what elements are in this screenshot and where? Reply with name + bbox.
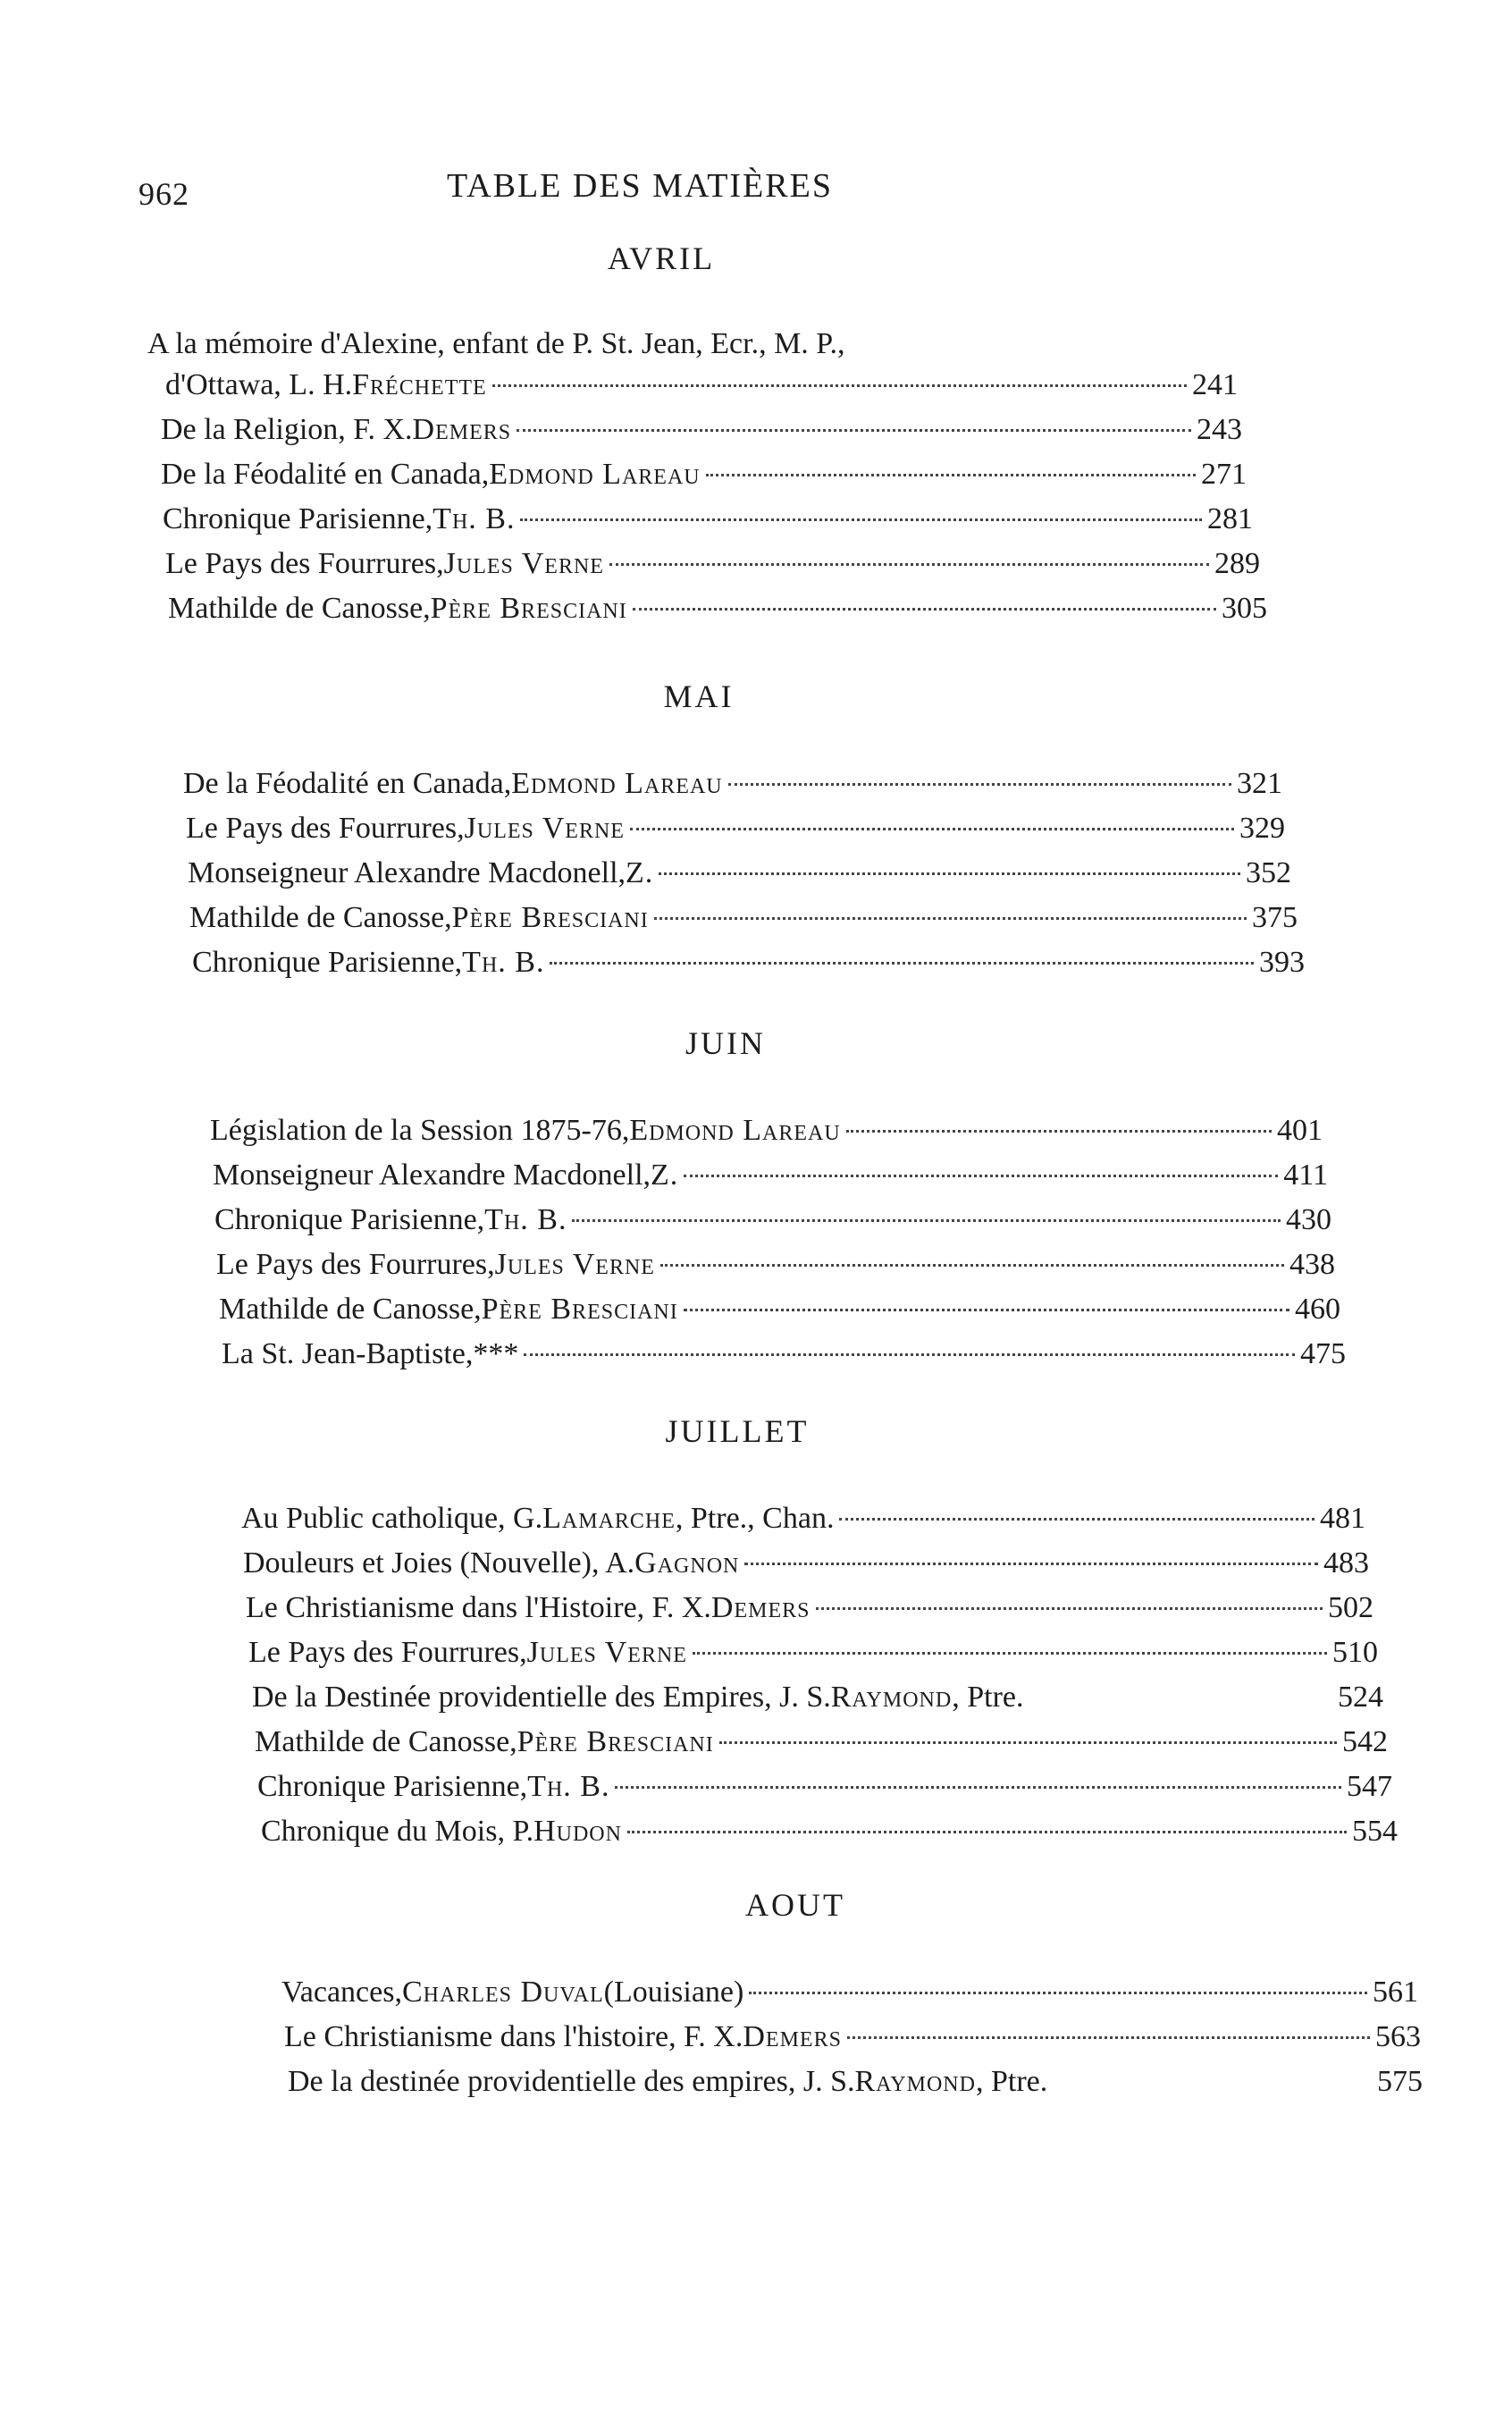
toc-entry: Chronique Parisienne, Th. B. 281 <box>163 502 1253 535</box>
toc-entry: De la Féodalité en Canada, Edmond Lareau 271 <box>161 458 1247 491</box>
toc-author: Père Bresciani <box>481 1293 678 1326</box>
toc-author: Th. B. <box>484 1203 567 1236</box>
toc-entry: d'Ottawa, L. H. Fréchette 241 <box>165 368 1238 401</box>
month-heading-juin: JUIN <box>685 1025 766 1061</box>
running-header: TABLE DES MATIÈRES <box>447 167 833 205</box>
toc-author: Demers <box>412 413 512 446</box>
toc-author: Raymond <box>854 2065 976 2098</box>
toc-page-number: 483 <box>1323 1546 1369 1580</box>
toc-author: Demers <box>743 2020 842 2053</box>
toc-page-number: 329 <box>1239 812 1285 845</box>
toc-page-number: 542 <box>1342 1725 1388 1758</box>
toc-page-number: 430 <box>1286 1203 1331 1236</box>
toc-entry: La St. Jean-Baptiste, *** 475 <box>222 1337 1346 1370</box>
toc-page-number: 321 <box>1237 767 1282 800</box>
toc-page-number: 547 <box>1347 1770 1392 1803</box>
toc-author: Fréchette <box>352 368 487 401</box>
toc-entry: Chronique du Mois, P. Hudon 554 <box>261 1815 1398 1848</box>
toc-page-number: 460 <box>1295 1293 1340 1326</box>
toc-page-number: 241 <box>1192 368 1238 401</box>
toc-entry: Chronique Parisienne, Th. B. 547 <box>257 1770 1392 1803</box>
toc-author: Jules Verne <box>526 1636 687 1669</box>
toc-author: Th. B. <box>433 502 516 535</box>
month-heading-avril: AVRIL <box>607 240 716 276</box>
toc-entry: Le Christianisme dans l'Histoire, F. X. Demers 502 <box>246 1591 1373 1624</box>
toc-entry-line1: A la mémoire d'Alexine, enfant de P. St. Jean, Ecr., M. P., <box>147 327 845 360</box>
toc-author: Z. <box>626 856 654 889</box>
toc-page-number: 554 <box>1352 1815 1398 1848</box>
toc-page-number: 281 <box>1207 502 1253 535</box>
toc-author: Jules Verne <box>464 812 625 845</box>
toc-page-number: 438 <box>1289 1248 1335 1281</box>
toc-author: Raymond <box>830 1681 953 1714</box>
toc-page-number: 401 <box>1277 1114 1323 1147</box>
toc-page-number: 510 <box>1332 1636 1378 1669</box>
toc-author: Th. B. <box>527 1770 610 1803</box>
toc-page-number: 561 <box>1373 1976 1418 2009</box>
toc-page-number: 289 <box>1214 547 1260 580</box>
toc-author: Z. <box>651 1159 679 1192</box>
toc-entry: De la Religion, F. X. Demers 243 <box>161 413 1242 446</box>
toc-page-number: 575 <box>1377 2065 1423 2098</box>
toc-entry: Douleurs et Joies (Nouvelle), A. Gagnon 483 <box>243 1546 1369 1580</box>
toc-entry: Le Pays des Fourrures, Jules Verne 329 <box>186 812 1285 845</box>
month-heading-juillet: JUILLET <box>665 1413 810 1449</box>
toc-page-number: 305 <box>1222 592 1267 625</box>
toc-entry: Vacances, Charles Duval (Louisiane) 561 <box>281 1976 1418 2009</box>
toc-page-number: 393 <box>1259 946 1305 979</box>
toc-author: Père Bresciani <box>430 592 627 625</box>
toc-author: *** <box>473 1337 519 1370</box>
toc-author: Lamarche <box>542 1502 676 1535</box>
toc-author: Jules Verne <box>494 1248 655 1281</box>
toc-page-number: 352 <box>1246 856 1291 889</box>
toc-author: Hudon <box>533 1815 622 1848</box>
toc-entry: Mathilde de Canosse, Père Bresciani 542 <box>255 1725 1388 1758</box>
month-heading-aout: AOUT <box>745 1887 845 1923</box>
page-number: 962 <box>139 176 189 212</box>
toc-author: Demers <box>710 1591 811 1624</box>
toc-entry: Le Christianisme dans l'histoire, F. X. Demers 563 <box>284 2020 1421 2053</box>
toc-entry: Le Pays des Fourrures, Jules Verne 510 <box>248 1636 1378 1669</box>
toc-author: Père Bresciani <box>517 1725 714 1758</box>
toc-page-number: 502 <box>1328 1591 1373 1624</box>
toc-entry: Le Pays des Fourrures, Jules Verne 438 <box>216 1248 1335 1281</box>
toc-author: Edmond Lareau <box>511 767 723 800</box>
toc-page-number: 271 <box>1201 458 1247 491</box>
toc-author: Jules Verne <box>443 547 604 580</box>
toc-entry: Au Public catholique, G. Lamarche , Ptre., Chan. 481 <box>241 1502 1365 1535</box>
toc-author: Edmond Lareau <box>629 1114 841 1147</box>
toc-entry: Monseigneur Alexandre Macdonell, Z. 352 <box>188 856 1291 889</box>
toc-page-number: 475 <box>1300 1337 1346 1370</box>
month-heading-mai: MAI <box>663 678 735 714</box>
toc-entry: Le Pays des Fourrures, Jules Verne 289 <box>165 547 1260 580</box>
toc-author: Gagnon <box>634 1546 740 1580</box>
toc-entry: Mathilde de Canosse, Père Bresciani 460 <box>219 1293 1340 1326</box>
toc-page-number: 375 <box>1252 901 1298 934</box>
toc-entry: Chronique Parisienne, Th. B. 393 <box>192 946 1305 979</box>
toc-entry: De la destinée providentielle des empires, J. S. Raymond , Ptre. 575 <box>288 2065 1423 2098</box>
toc-entry: Monseigneur Alexandre Macdonell, Z. 411 <box>213 1159 1328 1192</box>
toc-author: Th. B. <box>462 946 545 979</box>
toc-author: Père Bresciani <box>451 901 649 934</box>
toc-page-number: 524 <box>1338 1681 1383 1714</box>
toc-author: Edmond Lareau <box>489 458 701 491</box>
toc-entry: Mathilde de Canosse, Père Bresciani 375 <box>189 901 1298 934</box>
toc-page-number: 411 <box>1283 1159 1328 1192</box>
toc-author: Charles Duval <box>401 1976 604 2009</box>
toc-entry: Mathilde de Canosse, Père Bresciani 305 <box>168 592 1267 625</box>
toc-page-number: 481 <box>1320 1502 1365 1535</box>
toc-entry: Chronique Parisienne, Th. B. 430 <box>214 1203 1331 1236</box>
toc-entry: De la Destinée providentielle des Empires, J. S. Raymond , Ptre. 524 <box>252 1681 1383 1714</box>
toc-page-number: 243 <box>1197 413 1242 446</box>
toc-entry: Législation de la Session 1875-76, Edmond Lareau 401 <box>210 1114 1323 1147</box>
toc-entry: De la Féodalité en Canada, Edmond Lareau 321 <box>183 767 1282 800</box>
toc-page-number: 563 <box>1375 2020 1421 2053</box>
